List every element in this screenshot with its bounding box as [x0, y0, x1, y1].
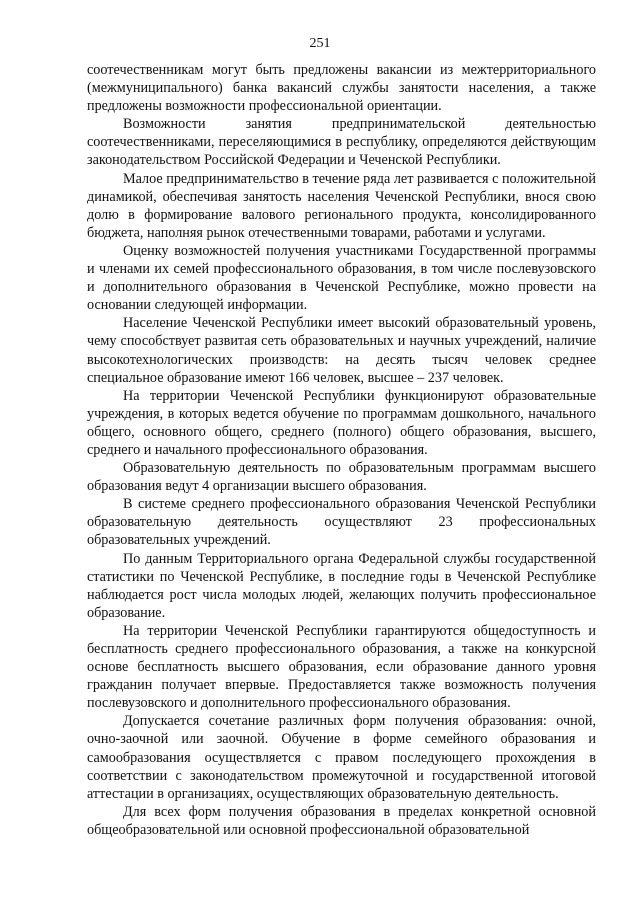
body-text — [87, 61, 596, 839]
page-number: 251 — [309, 36, 331, 51]
paragraph-10: На территории Чеченской Республики гарантируются общедоступность и бесплатность среднего профессионального образования, а также на конкурсной основе бесплатность высшего образования, если образование данного уровня гражданин получает впервые. Предоставляется также возможность получения послевузовского и дополнительного профессионального образования. — [87, 622, 596, 712]
paragraph-12: Для всех форм получения образования в пределах конкретной основной общеобразовательной или основной профессиональной образовательной — [87, 803, 596, 838]
paragraph-5: Население Чеченской Республики имеет высокий образовательный уровень, чему способствует развитая сеть образовательных и научных учреждений, наличие высокотехнологических производств: на десять тысяч человек среднее специальное образование имеют 166 человек, высшее – 237 человек. — [87, 315, 596, 386]
paragraph-8: В системе среднего профессионального образования Чеченской Республики образовательную деятельность осуществляют 23 профессиональных образовательных учреждений. — [87, 496, 596, 549]
paragraph-4: Оценку возможностей получения участниками Государственной программы и членами их семей профессионального образования, в том числе послевузовского и дополнительного образования в Чеченской Республике, можно провести на основании следующей информации. — [87, 242, 596, 314]
paragraph-2: Возможности занятия предпринимательской деятельностью соотечественниками, переселяющимися в республику, определяются действующим законодательством Российской Федерации и Чеченской Республики. — [87, 116, 596, 169]
paragraph-6: На территории Чеченской Республики функционируют образовательные учреждения, в которых ведется обучение по программам дошкольного, начального общего, основного общего, среднего (полного) общего образования, высшего, среднего и начального профессионального образования. — [87, 387, 596, 458]
paragraph-3: Малое предпринимательство в течение ряда лет развивается с положительной динамикой, обеспечивая занятость населения Чеченской Республики, внося свою долю в формирование валового регионального продукта, консолидированного бюджета, наполняя рынок отечественными товарами, работами и услугами. — [87, 170, 596, 241]
paragraph-9: По данным Территориального органа Федеральной службы государственной статистики по Чеченской Республике, в последние годы в Чеченской Республике наблюдается рост числа молодых людей, желающих получить профессиональное образование. — [87, 550, 596, 621]
paragraph-7: Образовательную деятельность по образовательным программам высшего образования ведут 4 организации высшего образования. — [87, 460, 596, 495]
paragraph-11: Допускается сочетание различных форм получения образования: очной, очно-заочной или заочной. Обучение в форме семейного образования и самообразования осуществляется с правом последующего прохождения в соответствии с законодательством промежуточной и государственной итоговой аттестации в организациях, осуществляющих образовательную деятельность. — [87, 713, 596, 802]
paragraph-1: соотечественникам могут быть предложены вакансии из межтерриториального (межмуниципального) банка вакансий службы занятости населения, а также предложены возможности профессиональной ориентации. — [87, 62, 596, 115]
